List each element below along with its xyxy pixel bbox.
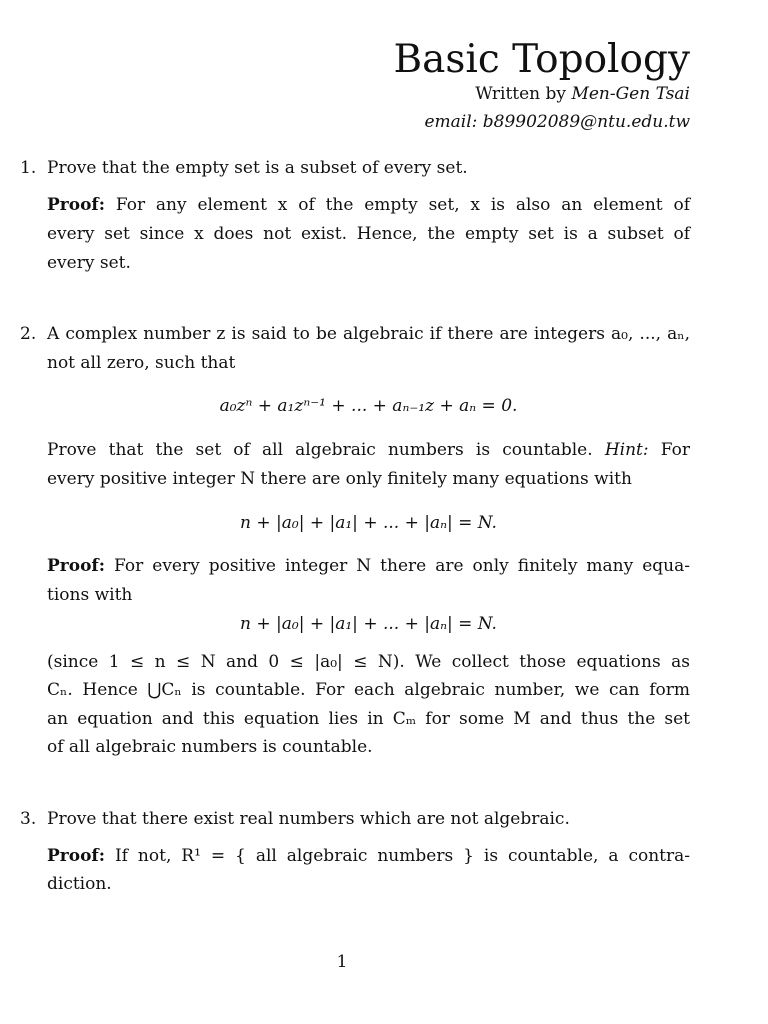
problem-2-number: 2. bbox=[20, 324, 37, 344]
author-line bbox=[475, 82, 690, 106]
problem-3-proof-line-2: diction. bbox=[47, 874, 112, 894]
proof-label: Proof: bbox=[47, 556, 106, 576]
problem-2-equation-2: n + |a₀| + |a₁| + ... + |aₙ| = N. bbox=[240, 513, 497, 533]
problem-2-line-1: A complex number z is said to be algebraic if there are integers a₀, ..., aₙ, bbox=[47, 324, 690, 344]
problem-1-proof-line-2: every set since x does not exist. Hence, the empty set is a subset of bbox=[47, 224, 690, 244]
proof-text: For any element x of the empty set, x is also an element of bbox=[115, 195, 690, 215]
problem-2-line-3 bbox=[47, 438, 690, 462]
problem-2-line-3-end: For bbox=[660, 440, 691, 460]
problem-2-line-4: every positive integer N there are only finitely many equations with bbox=[47, 469, 632, 489]
problem-2-line-2: not all zero, such that bbox=[47, 353, 236, 373]
problem-3-proof-line-1 bbox=[47, 844, 690, 868]
problem-3-statement: Prove that there exist real numbers which are not algebraic. bbox=[47, 809, 570, 829]
proof-text: For every positive integer N there are only finitely many equa- bbox=[114, 556, 691, 576]
author-email: email: b89902089@ntu.edu.tw bbox=[424, 112, 690, 132]
problem-1-statement: Prove that the empty set is a subset of every set. bbox=[47, 158, 468, 178]
proof-label: Proof: bbox=[47, 846, 106, 866]
problem-2-line-3-text: Prove that the set of all algebraic numbers is countable. bbox=[47, 440, 593, 460]
page-number: 1 bbox=[336, 952, 348, 972]
problem-2-proof-line-6: of all algebraic numbers is countable. bbox=[47, 737, 373, 757]
proof-text: If not, R¹ = { all algebraic numbers } is countable, a contra- bbox=[114, 846, 690, 866]
document-title: Basic Topology bbox=[393, 37, 690, 82]
problem-1-proof-line-1 bbox=[47, 193, 690, 217]
author-name: Men-Gen Tsai bbox=[571, 84, 690, 104]
problem-2-proof-line-3: (since 1 ≤ n ≤ N and 0 ≤ |a₀| ≤ N). We collect those equations as bbox=[47, 652, 690, 672]
problem-1-number: 1. bbox=[20, 158, 37, 178]
problem-2-proof-line-4: Cₙ. Hence ⋃Cₙ is countable. For each algebraic number, we can form bbox=[47, 680, 690, 700]
problem-2-proof-line-5: an equation and this equation lies in Cₘ for some M and thus the set bbox=[47, 709, 690, 729]
hint-label: Hint: bbox=[604, 440, 649, 460]
problem-1-proof-line-3: every set. bbox=[47, 253, 131, 273]
author-prefix: Written by bbox=[475, 84, 567, 104]
problem-2-equation-1: a₀zⁿ + a₁zⁿ⁻¹ + ... + aₙ₋₁z + aₙ = 0. bbox=[219, 396, 518, 416]
problem-2-proof-line-1 bbox=[47, 554, 690, 578]
problem-2-equation-3: n + |a₀| + |a₁| + ... + |aₙ| = N. bbox=[240, 614, 497, 634]
proof-label: Proof: bbox=[47, 195, 106, 215]
problem-2-proof-line-2: tions with bbox=[47, 585, 133, 605]
problem-3-number: 3. bbox=[20, 809, 37, 829]
